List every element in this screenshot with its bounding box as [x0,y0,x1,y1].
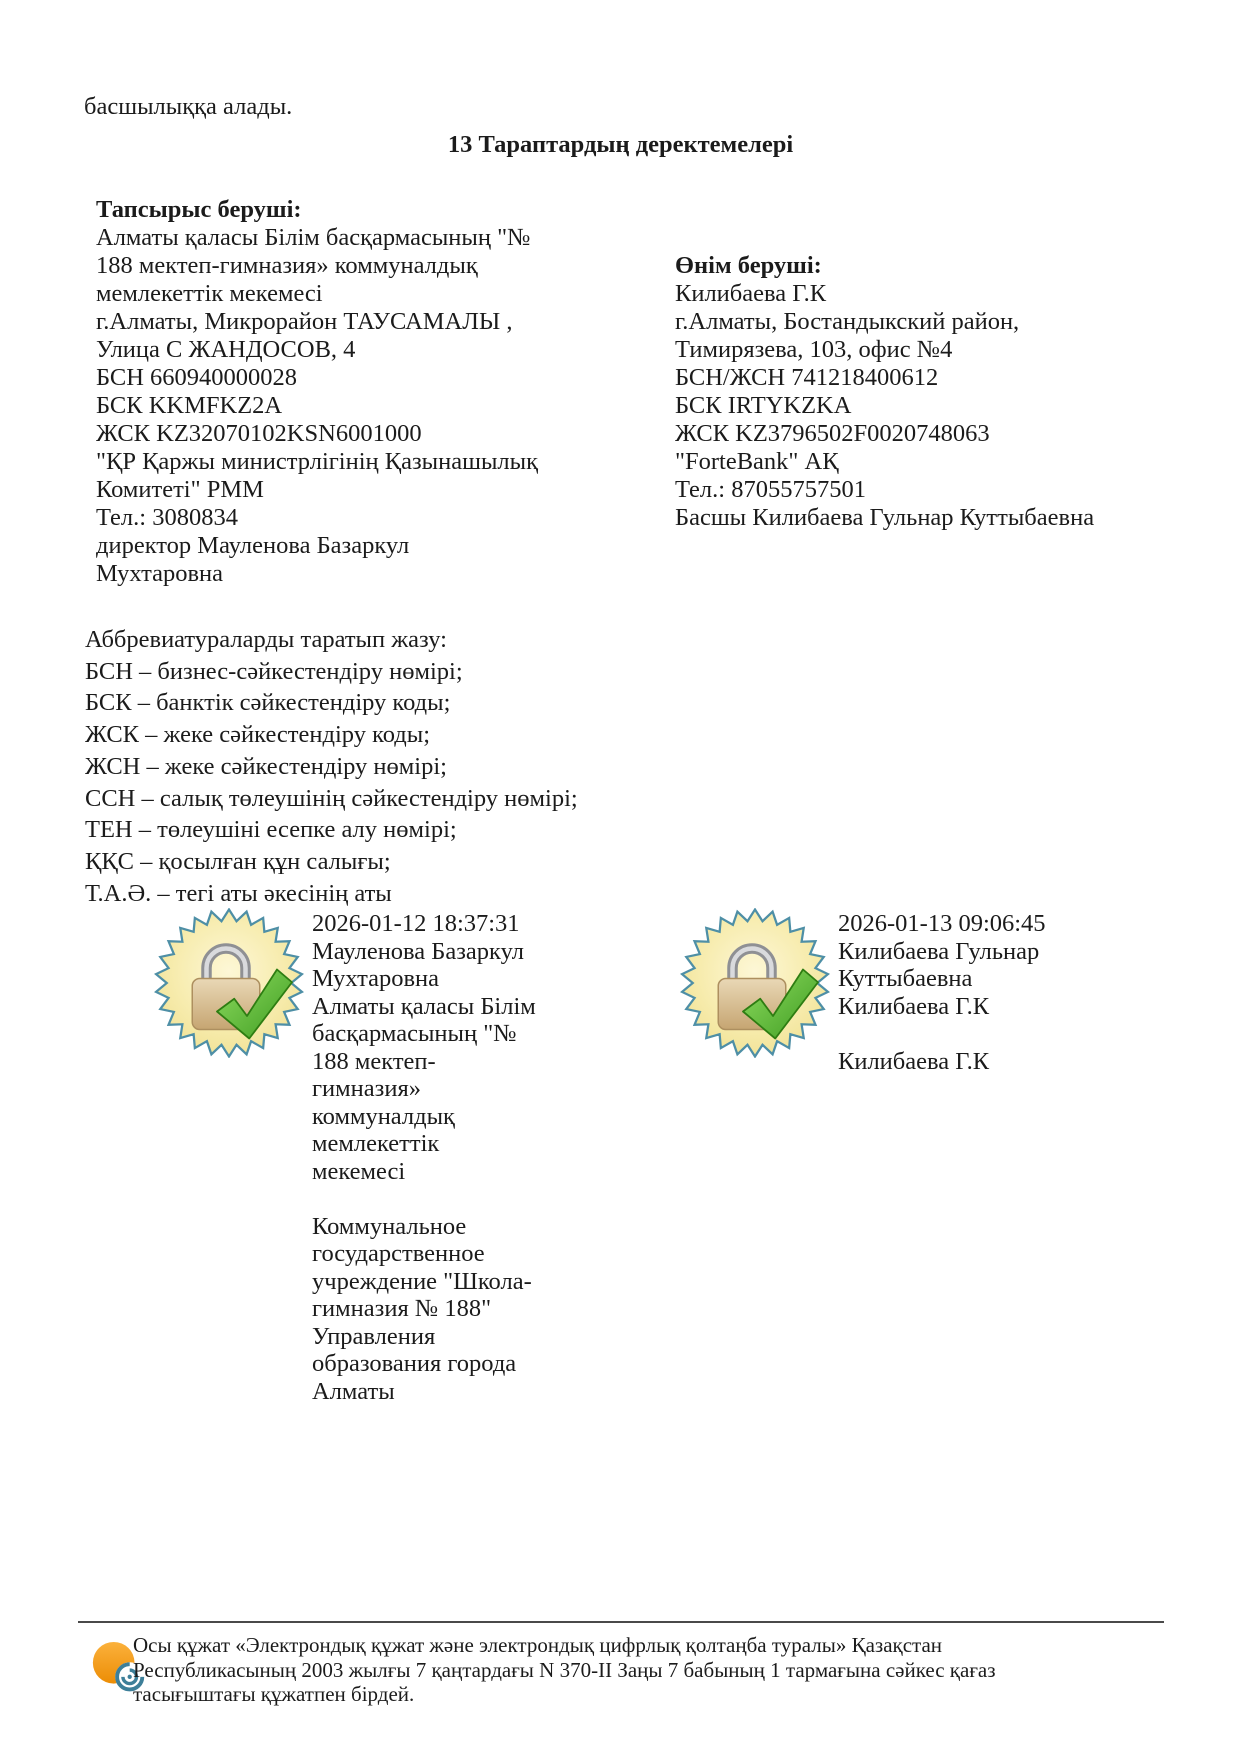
detail-line: Комитеті" РММ [96,476,264,503]
abbreviation-item: БСК – банктік сәйкестендіру коды; [85,689,451,717]
abbreviation-item: ССН – салық төлеушінің сәйкестендіру нөмірі; [85,784,578,812]
detail-line: "ForteBank" АҚ [675,448,839,475]
signature-text-block [312,910,612,1405]
detail-line: Тимирязева, 103, офис №4 [675,336,953,363]
signature-line [838,1020,1138,1048]
detail-line: директор Мауленова Базаркул [96,532,410,559]
detail-line: Алматы қаласы Білім басқармасының "№ [96,224,531,251]
abbreviation-item: ЖСК – жеке сәйкестендіру коды; [85,721,431,749]
signature-timestamp: 2026-01-13 09:06:45 [838,910,1046,937]
signature-line: 188 мектеп- [312,1047,436,1075]
detail-line: г.Алматы, Микрорайон ТАУСАМАЛЫ , [96,308,513,335]
abbreviation-item: ЖСН – жеке сәйкестендіру нөмірі; [85,752,447,780]
signature-line: гимназия № 188" [312,1295,492,1322]
signature-line: Килибаева Гульнар [838,937,1040,965]
detail-line: БСН/ЖСН 741218400612 [675,364,939,391]
signature-lines [312,938,612,1406]
footer-legal-text [133,1633,1133,1707]
detail-line: ЖСК KZ32070102KSN6001000 [96,420,422,447]
customer-lines [96,224,606,588]
abbreviations-list [85,656,885,910]
detail-line: Басшы Килибаева Гульнар Куттыбаевна [675,504,1095,531]
detail-line: мемлекеттік мекемесі [96,280,323,307]
abbreviation-item: БСН – бизнес-сәйкестендіру нөмірі; [85,657,463,685]
signature-line: мемлекеттік [312,1130,440,1157]
signature-lines [838,938,1138,1076]
footer-divider [78,1621,1164,1623]
signature-line: Алматы қаласы Білім [312,992,536,1020]
customer-heading: Тапсырыс беруші: [96,196,302,223]
detail-line: "ҚР Қаржы министрлігінің Қазынашылық [96,448,539,475]
supplier-details-block [675,196,1175,532]
lock-checkmark-seal-icon [154,908,304,1058]
footer-lines [133,1633,1133,1707]
signature-line [312,1185,612,1213]
signature-line: басқармасының "№ [312,1020,517,1047]
signature-line: коммуналдық [312,1102,455,1130]
abbreviations-heading: Аббревиатураларды таратып жазу: [85,626,447,653]
signature-line: Куттыбаевна [838,965,973,992]
footer-line: тасығыштағы құжатпен бірдей. [133,1682,415,1706]
footer-line: Осы құжат «Электрондық құжат және электрондық цифрлық қолтаңба туралы» Қазақстан [133,1633,943,1657]
signature-line: Управления [312,1322,436,1350]
footer-line: Республикасының 2003 жылғы 7 қаңтардағы N 370-II Заңы 7 бабының 1 тармағына сәйкес қағаз [133,1657,996,1682]
intro-text: басшылыққа алады. [84,93,293,120]
abbreviation-item: ТЕН – төлеушіні есепке алу нөмірі; [85,816,457,844]
detail-line: Мухтаровна [96,560,223,587]
signature-line: Алматы [312,1377,395,1405]
signature-line: Килибаева Г.К [838,992,990,1020]
abbreviation-item: Т.А.Ә. – тегі аты әкесінің аты [85,879,392,907]
supplier-heading: Өнім беруші: [675,252,822,279]
signature-line: мекемесі [312,1157,406,1185]
signature-line: образования города [312,1350,517,1377]
customer-details-block [96,196,606,588]
detail-line: БСК KKMFKZ2A [96,392,283,419]
abbreviation-item: ҚҚС – қосылған құн салығы; [85,847,391,875]
detail-line: БСН 660940000028 [96,364,298,391]
abbreviations-block [85,624,885,909]
detail-line: БСК IRTYKZKA [675,392,852,419]
signature-line: Килибаева Г.К [838,1047,990,1075]
signature-line: государственное [312,1240,485,1267]
detail-line: Тел.: 3080834 [96,504,238,531]
detail-line: ЖСК KZ3796502F0020748063 [675,420,990,447]
detail-line: Тел.: 87055757501 [675,476,866,503]
signature-line: Коммунальное [312,1212,467,1240]
lock-checkmark-seal-icon [680,908,830,1058]
detail-line: 188 мектеп-гимназия» коммуналдық [96,252,478,279]
signature-line: Мауленова Базаркул [312,937,524,965]
signature-line: учреждение "Школа- [312,1267,532,1295]
supplier-lines [675,280,1175,532]
page-title: 13 Тараптардың деректемелері [447,131,794,158]
detail-line: Килибаева Г.К [675,280,827,307]
signature-line: Мухтаровна [312,965,439,992]
signature-line: гимназия» [312,1075,421,1102]
signature-text-block [838,910,1138,1075]
detail-line: г.Алматы, Бостандыкский район, [675,308,1020,335]
signature-timestamp: 2026-01-12 18:37:31 [312,910,520,937]
detail-line: Улица С ЖАНДОСОВ, 4 [96,336,356,363]
